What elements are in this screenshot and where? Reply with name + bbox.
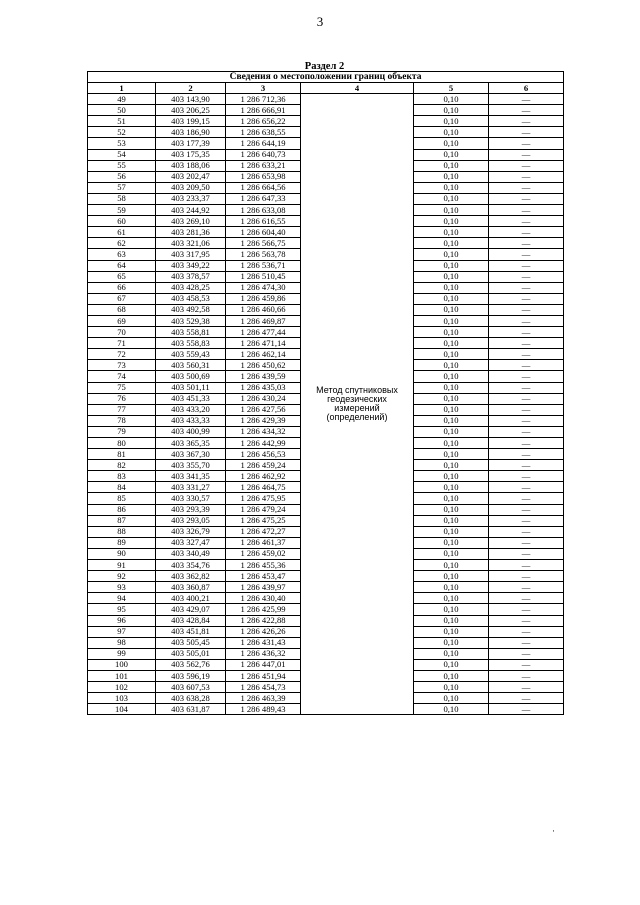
y-coordinate-cell: 1 286 439,59 xyxy=(226,371,301,382)
accuracy-cell: 0,10 xyxy=(414,393,489,404)
x-coordinate-cell: 403 433,33 xyxy=(156,415,226,426)
point-number-cell: 91 xyxy=(88,560,156,571)
x-coordinate-cell: 403 367,30 xyxy=(156,449,226,460)
description-cell: — xyxy=(489,637,564,648)
point-number-cell: 59 xyxy=(88,205,156,216)
y-coordinate-cell: 1 286 434,32 xyxy=(226,426,301,437)
description-cell: — xyxy=(489,504,564,515)
x-coordinate-cell: 403 429,07 xyxy=(156,604,226,615)
description-cell: — xyxy=(489,349,564,360)
y-coordinate-cell: 1 286 454,73 xyxy=(226,682,301,693)
y-coordinate-cell: 1 286 464,75 xyxy=(226,482,301,493)
x-coordinate-cell: 403 529,38 xyxy=(156,315,226,326)
y-coordinate-cell: 1 286 426,26 xyxy=(226,626,301,637)
point-number-cell: 56 xyxy=(88,171,156,182)
description-cell: — xyxy=(489,360,564,371)
x-coordinate-cell: 403 362,82 xyxy=(156,571,226,582)
accuracy-cell: 0,10 xyxy=(414,360,489,371)
description-cell: — xyxy=(489,94,564,105)
y-coordinate-cell: 1 286 459,02 xyxy=(226,548,301,559)
header-row xyxy=(88,83,564,94)
point-number-cell: 81 xyxy=(88,449,156,460)
point-number-cell: 94 xyxy=(88,593,156,604)
description-cell: — xyxy=(489,648,564,659)
description-cell: — xyxy=(489,682,564,693)
point-number-cell: 66 xyxy=(88,282,156,293)
accuracy-cell: 0,10 xyxy=(414,548,489,559)
accuracy-cell: 0,10 xyxy=(414,282,489,293)
accuracy-cell: 0,10 xyxy=(414,127,489,138)
description-cell: — xyxy=(489,704,564,715)
point-number-cell: 96 xyxy=(88,615,156,626)
description-cell: — xyxy=(489,460,564,471)
x-coordinate-cell: 403 354,76 xyxy=(156,560,226,571)
y-coordinate-cell: 1 286 469,87 xyxy=(226,315,301,326)
point-number-cell: 50 xyxy=(88,105,156,116)
y-coordinate-cell: 1 286 563,78 xyxy=(226,249,301,260)
x-coordinate-cell: 403 321,06 xyxy=(156,238,226,249)
x-coordinate-cell: 403 317,95 xyxy=(156,249,226,260)
accuracy-cell: 0,10 xyxy=(414,560,489,571)
coordinates-table xyxy=(87,71,564,715)
accuracy-cell: 0,10 xyxy=(414,371,489,382)
y-coordinate-cell: 1 286 475,95 xyxy=(226,493,301,504)
accuracy-cell: 0,10 xyxy=(414,504,489,515)
x-coordinate-cell: 403 451,81 xyxy=(156,626,226,637)
y-coordinate-cell: 1 286 479,24 xyxy=(226,504,301,515)
description-cell: — xyxy=(489,238,564,249)
description-cell: — xyxy=(489,493,564,504)
y-coordinate-cell: 1 286 461,37 xyxy=(226,537,301,548)
y-coordinate-cell: 1 286 510,45 xyxy=(226,271,301,282)
x-coordinate-cell: 403 293,39 xyxy=(156,504,226,515)
x-coordinate-cell: 403 501,11 xyxy=(156,382,226,393)
x-coordinate-cell: 403 143,90 xyxy=(156,94,226,105)
accuracy-cell: 0,10 xyxy=(414,182,489,193)
accuracy-cell: 0,10 xyxy=(414,582,489,593)
x-coordinate-cell: 403 596,19 xyxy=(156,670,226,681)
point-number-cell: 98 xyxy=(88,637,156,648)
y-coordinate-cell: 1 286 427,56 xyxy=(226,404,301,415)
y-coordinate-cell: 1 286 474,30 xyxy=(226,282,301,293)
accuracy-cell: 0,10 xyxy=(414,537,489,548)
accuracy-cell: 0,10 xyxy=(414,349,489,360)
point-number-cell: 90 xyxy=(88,548,156,559)
point-number-cell: 78 xyxy=(88,415,156,426)
x-coordinate-cell: 403 186,90 xyxy=(156,127,226,138)
x-coordinate-cell: 403 326,79 xyxy=(156,526,226,537)
y-coordinate-cell: 1 286 459,24 xyxy=(226,460,301,471)
x-coordinate-cell: 403 293,05 xyxy=(156,515,226,526)
point-number-cell: 97 xyxy=(88,626,156,637)
point-number-cell: 85 xyxy=(88,493,156,504)
point-number-cell: 58 xyxy=(88,193,156,204)
point-number-cell: 89 xyxy=(88,537,156,548)
point-number-cell: 99 xyxy=(88,648,156,659)
x-coordinate-cell: 403 428,25 xyxy=(156,282,226,293)
description-cell: — xyxy=(489,216,564,227)
accuracy-cell: 0,10 xyxy=(414,626,489,637)
y-coordinate-cell: 1 286 435,03 xyxy=(226,382,301,393)
point-number-cell: 80 xyxy=(88,438,156,449)
accuracy-cell: 0,10 xyxy=(414,438,489,449)
description-cell: — xyxy=(489,249,564,260)
description-cell: — xyxy=(489,471,564,482)
accuracy-cell: 0,10 xyxy=(414,249,489,260)
point-number-cell: 60 xyxy=(88,216,156,227)
description-cell: — xyxy=(489,271,564,282)
description-cell: — xyxy=(489,582,564,593)
description-cell: — xyxy=(489,127,564,138)
accuracy-cell: 0,10 xyxy=(414,604,489,615)
y-coordinate-cell: 1 286 566,75 xyxy=(226,238,301,249)
table-row xyxy=(88,94,564,105)
description-cell: — xyxy=(489,438,564,449)
x-coordinate-cell: 403 500,69 xyxy=(156,371,226,382)
accuracy-cell: 0,10 xyxy=(414,648,489,659)
point-number-cell: 62 xyxy=(88,238,156,249)
y-coordinate-cell: 1 286 430,40 xyxy=(226,593,301,604)
x-coordinate-cell: 403 505,45 xyxy=(156,637,226,648)
description-cell: — xyxy=(489,693,564,704)
y-coordinate-cell: 1 286 640,73 xyxy=(226,149,301,160)
accuracy-cell: 0,10 xyxy=(414,271,489,282)
point-number-cell: 69 xyxy=(88,315,156,326)
point-number-cell: 95 xyxy=(88,604,156,615)
point-number-cell: 104 xyxy=(88,704,156,715)
y-coordinate-cell: 1 286 462,14 xyxy=(226,349,301,360)
description-cell: — xyxy=(489,604,564,615)
accuracy-cell: 0,10 xyxy=(414,338,489,349)
y-coordinate-cell: 1 286 489,43 xyxy=(226,704,301,715)
x-coordinate-cell: 403 400,21 xyxy=(156,593,226,604)
x-coordinate-cell: 403 269,10 xyxy=(156,216,226,227)
x-coordinate-cell: 403 233,37 xyxy=(156,193,226,204)
y-coordinate-cell: 1 286 462,92 xyxy=(226,471,301,482)
y-coordinate-cell: 1 286 431,43 xyxy=(226,637,301,648)
y-coordinate-cell: 1 286 436,32 xyxy=(226,648,301,659)
accuracy-cell: 0,10 xyxy=(414,382,489,393)
accuracy-cell: 0,10 xyxy=(414,193,489,204)
x-coordinate-cell: 403 378,57 xyxy=(156,271,226,282)
description-cell: — xyxy=(489,571,564,582)
accuracy-cell: 0,10 xyxy=(414,482,489,493)
x-coordinate-cell: 403 505,01 xyxy=(156,648,226,659)
x-coordinate-cell: 403 558,81 xyxy=(156,327,226,338)
description-cell: — xyxy=(489,304,564,315)
point-number-cell: 83 xyxy=(88,471,156,482)
y-coordinate-cell: 1 286 456,53 xyxy=(226,449,301,460)
y-coordinate-cell: 1 286 638,55 xyxy=(226,127,301,138)
y-coordinate-cell: 1 286 450,62 xyxy=(226,360,301,371)
accuracy-cell: 0,10 xyxy=(414,704,489,715)
description-cell: — xyxy=(489,315,564,326)
y-coordinate-cell: 1 286 455,36 xyxy=(226,560,301,571)
table-caption-row xyxy=(88,72,564,83)
y-coordinate-cell: 1 286 453,47 xyxy=(226,571,301,582)
description-cell: — xyxy=(489,293,564,304)
y-coordinate-cell: 1 286 442,99 xyxy=(226,438,301,449)
x-coordinate-cell: 403 349,22 xyxy=(156,260,226,271)
x-coordinate-cell: 403 458,53 xyxy=(156,293,226,304)
accuracy-cell: 0,10 xyxy=(414,260,489,271)
accuracy-cell: 0,10 xyxy=(414,637,489,648)
y-coordinate-cell: 1 286 633,08 xyxy=(226,205,301,216)
accuracy-cell: 0,10 xyxy=(414,493,489,504)
accuracy-cell: 0,10 xyxy=(414,682,489,693)
point-number-cell: 76 xyxy=(88,393,156,404)
point-number-cell: 49 xyxy=(88,94,156,105)
description-cell: — xyxy=(489,548,564,559)
x-coordinate-cell: 403 607,53 xyxy=(156,682,226,693)
point-number-cell: 63 xyxy=(88,249,156,260)
x-coordinate-cell: 403 331,27 xyxy=(156,482,226,493)
point-number-cell: 71 xyxy=(88,338,156,349)
description-cell: — xyxy=(489,670,564,681)
accuracy-cell: 0,10 xyxy=(414,615,489,626)
y-coordinate-cell: 1 286 656,22 xyxy=(226,116,301,127)
x-coordinate-cell: 403 562,76 xyxy=(156,659,226,670)
accuracy-cell: 0,10 xyxy=(414,205,489,216)
point-number-cell: 84 xyxy=(88,482,156,493)
point-number-cell: 51 xyxy=(88,116,156,127)
accuracy-cell: 0,10 xyxy=(414,515,489,526)
description-cell: — xyxy=(489,227,564,238)
accuracy-cell: 0,10 xyxy=(414,670,489,681)
point-number-cell: 77 xyxy=(88,404,156,415)
accuracy-cell: 0,10 xyxy=(414,105,489,116)
point-number-cell: 72 xyxy=(88,349,156,360)
description-cell: — xyxy=(489,105,564,116)
x-coordinate-cell: 403 330,57 xyxy=(156,493,226,504)
description-cell: — xyxy=(489,260,564,271)
y-coordinate-cell: 1 286 425,99 xyxy=(226,604,301,615)
section-title: Раздел 2 xyxy=(304,61,345,72)
y-coordinate-cell: 1 286 477,44 xyxy=(226,327,301,338)
point-number-cell: 70 xyxy=(88,327,156,338)
point-number-cell: 68 xyxy=(88,304,156,315)
description-cell: — xyxy=(489,560,564,571)
description-cell: — xyxy=(489,182,564,193)
description-cell: — xyxy=(489,449,564,460)
y-coordinate-cell: 1 286 666,91 xyxy=(226,105,301,116)
point-number-cell: 101 xyxy=(88,670,156,681)
point-number-cell: 52 xyxy=(88,127,156,138)
accuracy-cell: 0,10 xyxy=(414,659,489,670)
column-header: 3 xyxy=(226,83,301,94)
accuracy-cell: 0,10 xyxy=(414,171,489,182)
point-number-cell: 82 xyxy=(88,460,156,471)
point-number-cell: 75 xyxy=(88,382,156,393)
description-cell: — xyxy=(489,593,564,604)
x-coordinate-cell: 403 433,20 xyxy=(156,404,226,415)
point-number-cell: 74 xyxy=(88,371,156,382)
y-coordinate-cell: 1 286 422,88 xyxy=(226,615,301,626)
accuracy-cell: 0,10 xyxy=(414,138,489,149)
y-coordinate-cell: 1 286 447,01 xyxy=(226,659,301,670)
description-cell: — xyxy=(489,149,564,160)
point-number-cell: 54 xyxy=(88,149,156,160)
y-coordinate-cell: 1 286 664,56 xyxy=(226,182,301,193)
accuracy-cell: 0,10 xyxy=(414,327,489,338)
table-caption: Сведения о местоположении границ объекта xyxy=(88,72,564,83)
point-number-cell: 64 xyxy=(88,260,156,271)
accuracy-cell: 0,10 xyxy=(414,460,489,471)
x-coordinate-cell: 403 206,25 xyxy=(156,105,226,116)
x-coordinate-cell: 403 244,92 xyxy=(156,205,226,216)
description-cell: — xyxy=(489,371,564,382)
accuracy-cell: 0,10 xyxy=(414,593,489,604)
y-coordinate-cell: 1 286 633,21 xyxy=(226,160,301,171)
point-number-cell: 86 xyxy=(88,504,156,515)
point-number-cell: 79 xyxy=(88,426,156,437)
accuracy-cell: 0,10 xyxy=(414,238,489,249)
description-cell: — xyxy=(489,116,564,127)
description-cell: — xyxy=(489,393,564,404)
x-coordinate-cell: 403 400,99 xyxy=(156,426,226,437)
description-cell: — xyxy=(489,205,564,216)
y-coordinate-cell: 1 286 459,86 xyxy=(226,293,301,304)
y-coordinate-cell: 1 286 460,66 xyxy=(226,304,301,315)
accuracy-cell: 0,10 xyxy=(414,216,489,227)
x-coordinate-cell: 403 638,28 xyxy=(156,693,226,704)
description-cell: — xyxy=(489,526,564,537)
y-coordinate-cell: 1 286 430,24 xyxy=(226,393,301,404)
description-cell: — xyxy=(489,537,564,548)
point-number-cell: 100 xyxy=(88,659,156,670)
description-cell: — xyxy=(489,515,564,526)
x-coordinate-cell: 403 365,35 xyxy=(156,438,226,449)
y-coordinate-cell: 1 286 475,25 xyxy=(226,515,301,526)
description-cell: — xyxy=(489,626,564,637)
x-coordinate-cell: 403 559,43 xyxy=(156,349,226,360)
y-coordinate-cell: 1 286 471,14 xyxy=(226,338,301,349)
footer-mark: · xyxy=(552,826,555,836)
y-coordinate-cell: 1 286 604,40 xyxy=(226,227,301,238)
x-coordinate-cell: 403 428,84 xyxy=(156,615,226,626)
description-cell: — xyxy=(489,338,564,349)
accuracy-cell: 0,10 xyxy=(414,304,489,315)
accuracy-cell: 0,10 xyxy=(414,526,489,537)
point-number-cell: 61 xyxy=(88,227,156,238)
accuracy-cell: 0,10 xyxy=(414,149,489,160)
point-number-cell: 93 xyxy=(88,582,156,593)
column-header: 5 xyxy=(414,83,489,94)
y-coordinate-cell: 1 286 644,19 xyxy=(226,138,301,149)
point-number-cell: 65 xyxy=(88,271,156,282)
y-coordinate-cell: 1 286 429,39 xyxy=(226,415,301,426)
column-header: 4 xyxy=(301,83,414,94)
column-header: 2 xyxy=(156,83,226,94)
x-coordinate-cell: 403 327,47 xyxy=(156,537,226,548)
accuracy-cell: 0,10 xyxy=(414,116,489,127)
point-number-cell: 92 xyxy=(88,571,156,582)
accuracy-cell: 0,10 xyxy=(414,94,489,105)
x-coordinate-cell: 403 188,06 xyxy=(156,160,226,171)
x-coordinate-cell: 403 451,33 xyxy=(156,393,226,404)
method-cell: Метод спутниковых геодезических измерений (определений) xyxy=(301,94,414,715)
accuracy-cell: 0,10 xyxy=(414,227,489,238)
x-coordinate-cell: 403 360,87 xyxy=(156,582,226,593)
point-number-cell: 55 xyxy=(88,160,156,171)
description-cell: — xyxy=(489,193,564,204)
description-cell: — xyxy=(489,171,564,182)
x-coordinate-cell: 403 175,35 xyxy=(156,149,226,160)
y-coordinate-cell: 1 286 439,97 xyxy=(226,582,301,593)
accuracy-cell: 0,10 xyxy=(414,293,489,304)
x-coordinate-cell: 403 209,50 xyxy=(156,182,226,193)
description-cell: — xyxy=(489,138,564,149)
x-coordinate-cell: 403 340,49 xyxy=(156,548,226,559)
description-cell: — xyxy=(489,382,564,393)
accuracy-cell: 0,10 xyxy=(414,315,489,326)
accuracy-cell: 0,10 xyxy=(414,160,489,171)
description-cell: — xyxy=(489,482,564,493)
accuracy-cell: 0,10 xyxy=(414,415,489,426)
accuracy-cell: 0,10 xyxy=(414,449,489,460)
accuracy-cell: 0,10 xyxy=(414,404,489,415)
x-coordinate-cell: 403 177,39 xyxy=(156,138,226,149)
x-coordinate-cell: 403 560,31 xyxy=(156,360,226,371)
column-header: 6 xyxy=(489,83,564,94)
accuracy-cell: 0,10 xyxy=(414,471,489,482)
x-coordinate-cell: 403 355,70 xyxy=(156,460,226,471)
point-number-cell: 67 xyxy=(88,293,156,304)
y-coordinate-cell: 1 286 472,27 xyxy=(226,526,301,537)
column-header: 1 xyxy=(88,83,156,94)
description-cell: — xyxy=(489,327,564,338)
accuracy-cell: 0,10 xyxy=(414,693,489,704)
description-cell: — xyxy=(489,160,564,171)
point-number-cell: 87 xyxy=(88,515,156,526)
accuracy-cell: 0,10 xyxy=(414,571,489,582)
description-cell: — xyxy=(489,426,564,437)
x-coordinate-cell: 403 281,36 xyxy=(156,227,226,238)
accuracy-cell: 0,10 xyxy=(414,426,489,437)
x-coordinate-cell: 403 631,87 xyxy=(156,704,226,715)
y-coordinate-cell: 1 286 451,94 xyxy=(226,670,301,681)
x-coordinate-cell: 403 492,58 xyxy=(156,304,226,315)
y-coordinate-cell: 1 286 647,33 xyxy=(226,193,301,204)
point-number-cell: 103 xyxy=(88,693,156,704)
x-coordinate-cell: 403 202,47 xyxy=(156,171,226,182)
y-coordinate-cell: 1 286 653,98 xyxy=(226,171,301,182)
point-number-cell: 57 xyxy=(88,182,156,193)
description-cell: — xyxy=(489,282,564,293)
y-coordinate-cell: 1 286 616,55 xyxy=(226,216,301,227)
point-number-cell: 88 xyxy=(88,526,156,537)
description-cell: — xyxy=(489,404,564,415)
x-coordinate-cell: 403 199,15 xyxy=(156,116,226,127)
point-number-cell: 73 xyxy=(88,360,156,371)
x-coordinate-cell: 403 558,83 xyxy=(156,338,226,349)
x-coordinate-cell: 403 341,35 xyxy=(156,471,226,482)
point-number-cell: 102 xyxy=(88,682,156,693)
description-cell: — xyxy=(489,415,564,426)
y-coordinate-cell: 1 286 712,36 xyxy=(226,94,301,105)
page-number: 3 xyxy=(316,14,324,29)
description-cell: — xyxy=(489,659,564,670)
description-cell: — xyxy=(489,615,564,626)
y-coordinate-cell: 1 286 536,71 xyxy=(226,260,301,271)
y-coordinate-cell: 1 286 463,39 xyxy=(226,693,301,704)
point-number-cell: 53 xyxy=(88,138,156,149)
